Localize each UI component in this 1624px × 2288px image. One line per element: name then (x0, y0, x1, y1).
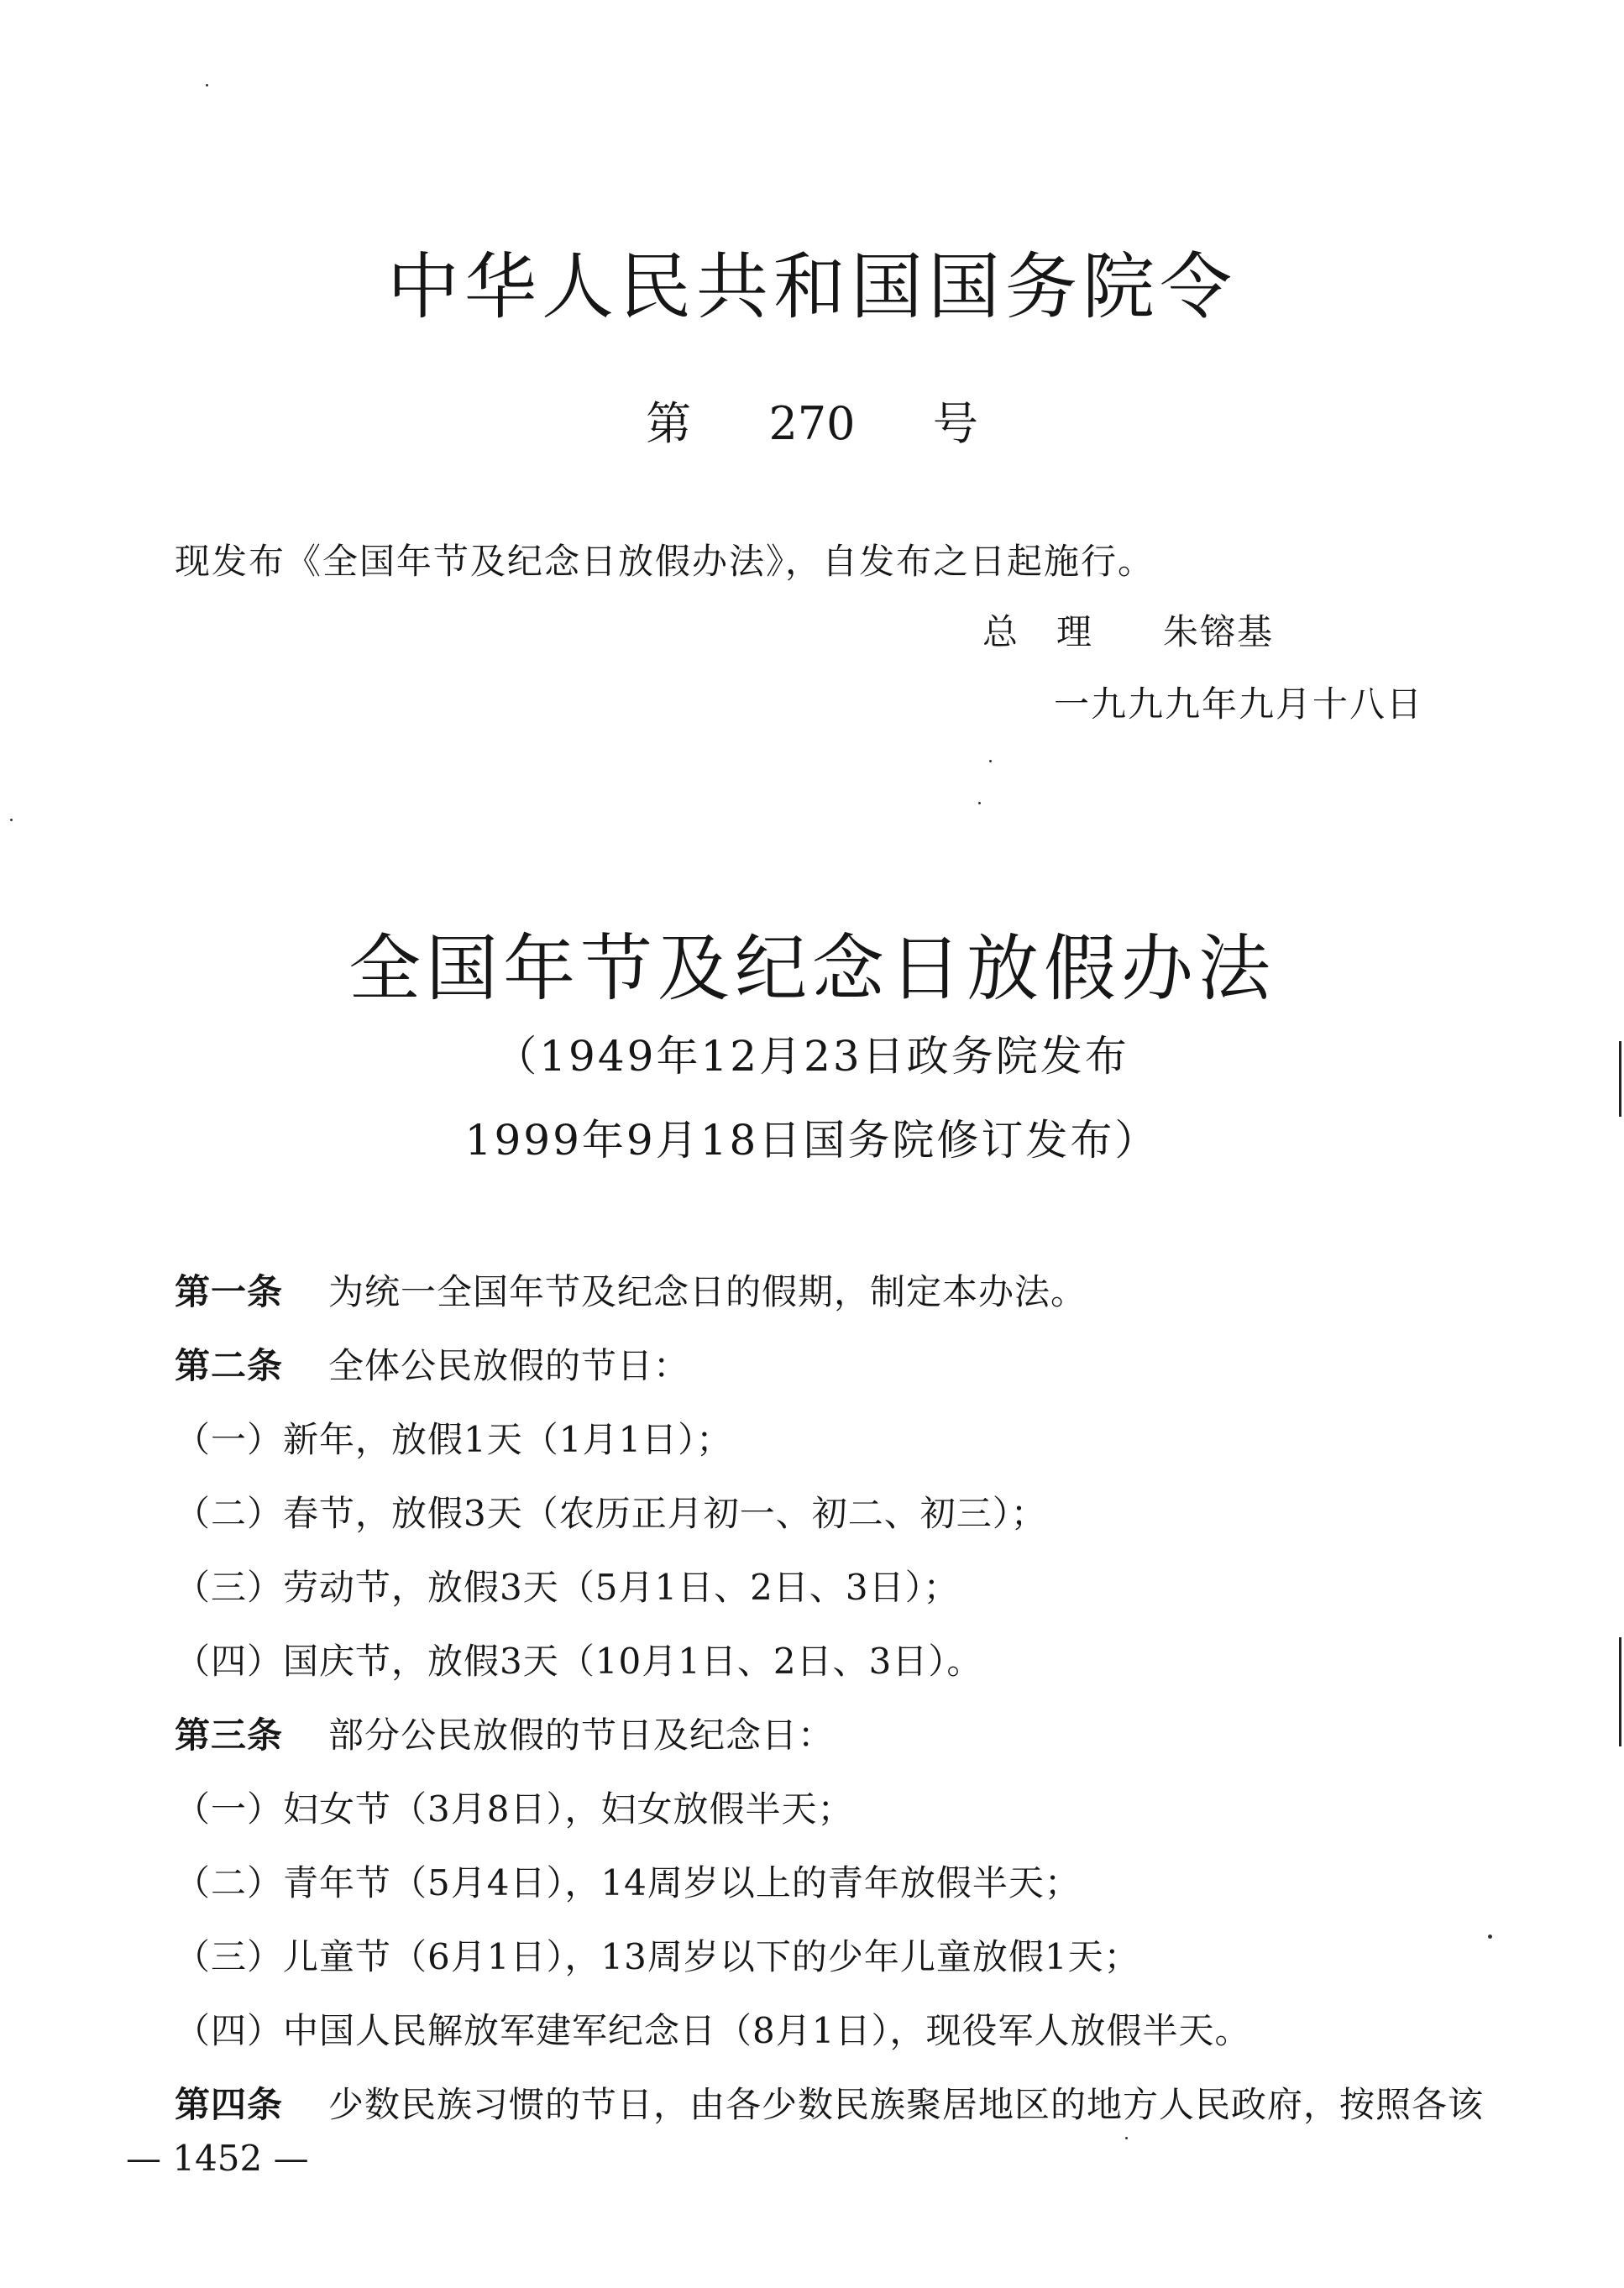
decree-title: 中华人民共和国国务院令 (387, 245, 1237, 329)
list-item: （二）春节，放假3天（农历正月初一、初二、初三）； (175, 1493, 1047, 1534)
signer-title: 总 理 (982, 611, 1094, 652)
list-item: （一）新年，放假1天（1月1日）； (175, 1419, 733, 1460)
article-3-text: 部分公民放假的节日及纪念日： (328, 1715, 835, 1756)
regulation-title: 全国年节及纪念日放假办法 (348, 927, 1276, 1011)
page-number: — 1452 — (126, 2138, 309, 2179)
regulation-subtitle-line1: （1949年12月23日政务院发布 (495, 1032, 1129, 1081)
scan-speck (978, 802, 981, 804)
article-4 (175, 2077, 1484, 2128)
list-item: （三）劳动节，放假3天（5月1日、2日、3日）； (175, 1567, 960, 1608)
decree-number (0, 388, 1624, 453)
list-item: （三）儿童节（6月1日），13周岁以下的少年儿童放假1天； (175, 1936, 1140, 1977)
scan-speck (206, 84, 208, 86)
list-item: （四）国庆节，放假3天（10月1日、2日、3日）。 (175, 1641, 983, 1682)
regulation-subtitle-line2: 1999年9月18日国务院修订发布） (464, 1116, 1160, 1165)
scan-speck (1125, 2137, 1128, 2139)
list-item: （四）中国人民解放军建军纪念日（8月1日），现役军人放假半天。 (175, 2010, 1251, 2051)
decree-number-prefix: 第 (646, 397, 692, 450)
article-3 (175, 1708, 834, 1758)
scan-edge-mark (1619, 1041, 1621, 1117)
article-1-text: 为统一全国年节及纪念日的假期，制定本办法。 (328, 1271, 1087, 1312)
scan-speck (10, 819, 13, 821)
signer-name: 朱镕基 (1163, 611, 1275, 652)
article-3-label: 第三条 (175, 1715, 284, 1756)
article-1-label: 第一条 (175, 1271, 284, 1312)
scan-speck (1488, 1935, 1492, 1939)
scan-edge-mark (1619, 1637, 1621, 1746)
article-1 (175, 1264, 1087, 1315)
article-4-text: 少数民族习惯的节日，由各少数民族聚居地区的地方人民政府，按照各该 (328, 2084, 1485, 2125)
article-2-text: 全体公民放假的节日： (328, 1345, 690, 1386)
article-2 (175, 1338, 689, 1389)
decree-announcement: 现发布《全国年节及纪念日放假办法》，自发布之日起施行。 (175, 541, 1155, 582)
decree-date: 一九九九年九月十八日 (1054, 683, 1424, 725)
article-4-label: 第四条 (175, 2084, 284, 2125)
decree-number-suffix: 号 (932, 397, 978, 450)
list-item: （一）妇女节（3月8日），妇女放假半天； (175, 1788, 854, 1830)
decree-number-value: 270 (768, 397, 856, 450)
list-item: （二）青年节（5月4日），14周岁以上的青年放假半天； (175, 1862, 1081, 1903)
article-2-label: 第二条 (175, 1345, 284, 1386)
scan-speck (989, 760, 992, 762)
